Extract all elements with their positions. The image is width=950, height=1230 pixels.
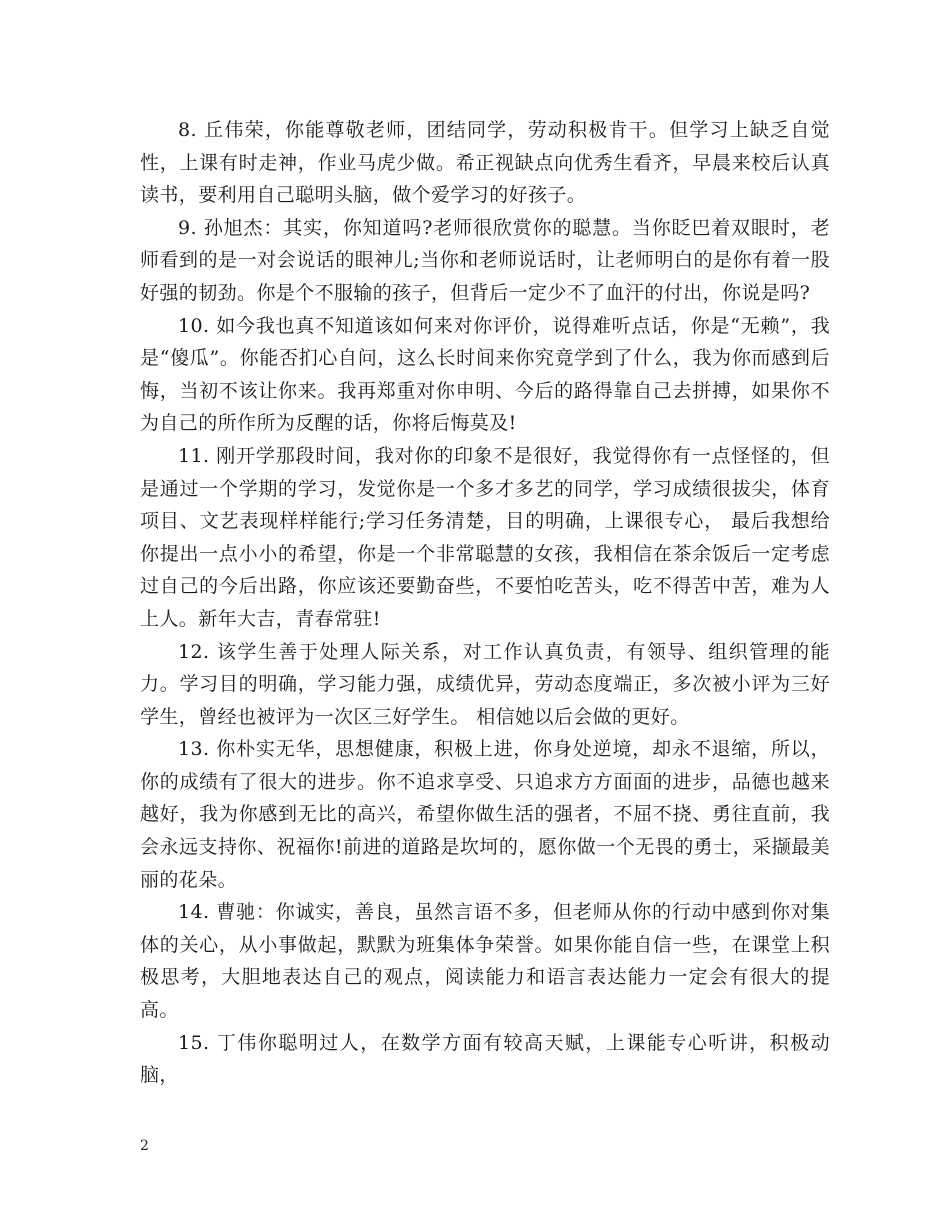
document-body	[140, 114, 830, 1092]
comment-paragraph-15: 15. 丁伟你聪明过人，在数学方面有较高天赋，上课能专心听讲，积极动脑，	[140, 1031, 830, 1087]
comment-paragraph-10: 10. 如今我也真不知道该如何来对你评价，说得难听点话，你是“无赖”，我是“傻瓜”。你能否扪心自问，这么长时间来你究竟学到了什么，我为你而感到后悔，当初不该让你来。我再郑重对你申明、今后的路得靠自己去拼搏，如果你不为自己的所作所为反醒的话，你将后悔莫及!	[140, 314, 830, 435]
comment-paragraph-14: 14. 曹驰：你诚实，善良，虽然言语不多，但老师从你的行动中感到你对集体的关心，从小事做起，默默为班集体争荣誉。如果你能自信一些，在课堂上积极思考，大胆地表达自己的观点，阅读能力和语言表达能力一定会有很大的提高。	[140, 901, 830, 1022]
comment-paragraph-13: 13. 你朴实无华，思想健康，积极上进，你身处逆境，却永不退缩，所以，你的成绩有了很大的进步。你不追求享受、只追求方方面面的进步，品德也越来越好，我为你感到无比的高兴，希望你做生活的强者，不屈不挠、勇往直前，我会永远支持你、祝福你!前进的道路是坎坷的，愿你做一个无畏的勇士，采撷最美丽的花朵。	[140, 738, 830, 891]
comment-paragraph-12: 12. 该学生善于处理人际关系，对工作认真负责，有领导、组织管理的能力。学习目的明确，学习能力强，成绩优异，劳动态度端正，多次被小评为三好学生，曾经也被评为一次区三好学生。 相信她以后会做的更好。	[140, 640, 830, 728]
page-number: 2	[140, 1138, 149, 1154]
comment-paragraph-11: 11. 刚开学那段时间，我对你的印象不是很好，我觉得你有一点怪怪的，但是通过一个学期的学习，发觉你是一个多才多艺的同学，学习成绩很拔尖，体育项目、文艺表现样样能行;学习任务清楚，目的明确，上课很专心， 最后我想给你提出一点小小的希望，你是一个非常聪慧的女孩，我相信在茶余饭后一定考虑过自己的今后出路，你应该还要勤奋些，不要怕吃苦头，吃不得苦中苦，难为人上人。新年大吉，青春常驻!	[140, 444, 830, 630]
comment-paragraph-8: 8. 丘伟荣，你能尊敬老师，团结同学，劳动积极肯干。但学习上缺乏自觉性，上课有时走神，作业马虎少做。希正视缺点向优秀生看齐，早晨来校后认真读书，要利用自己聪明头脑，做个爱学习的好孩子。	[140, 119, 830, 207]
comment-paragraph-9: 9. 孙旭杰：其实，你知道吗?老师很欣赏你的聪慧。当你眨巴着双眼时，老师看到的是一对会说话的眼神儿;当你和老师说话时，让老师明白的是你有着一股好强的韧劲。你是个不服输的孩子，但背后一定少不了血汗的付出，你说是吗?	[140, 216, 830, 304]
